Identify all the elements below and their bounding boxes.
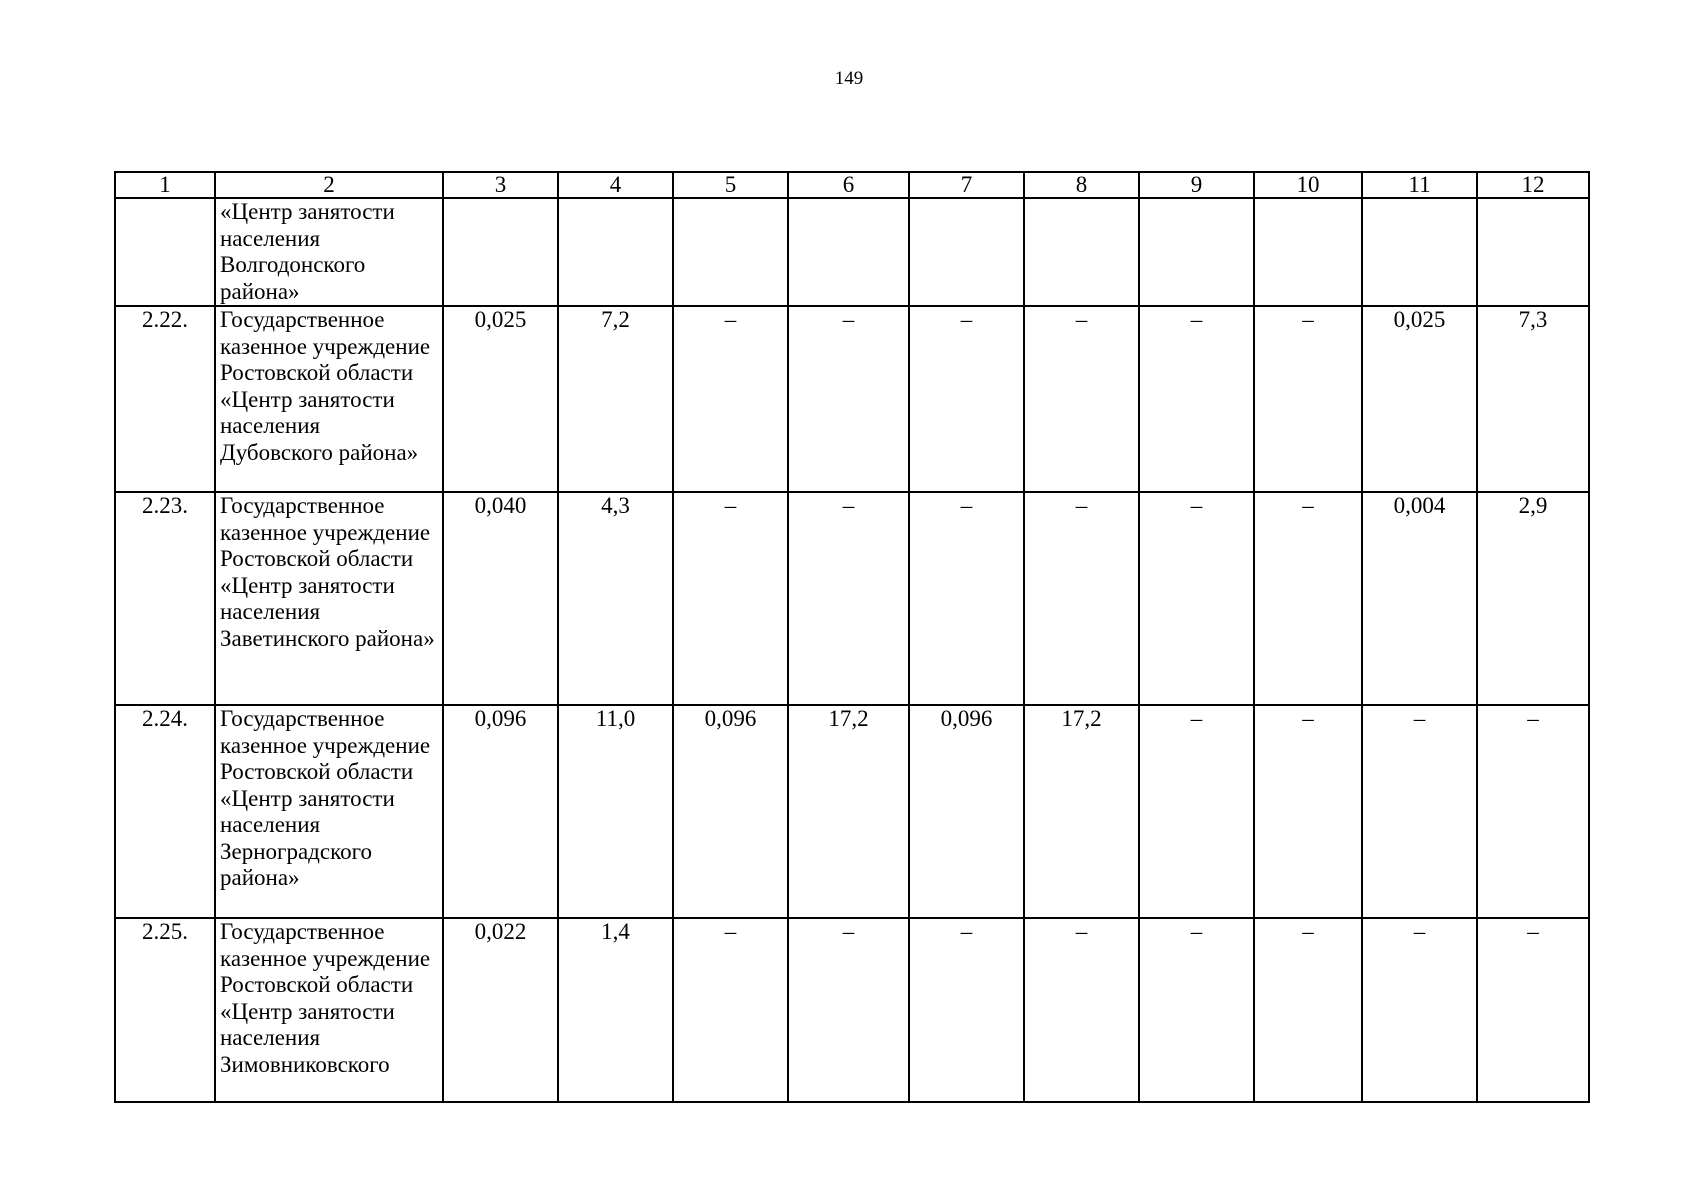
- institution-name: Государственное казенное учреждение Ростовской области «Центр занятости населения Дубовского района»: [215, 306, 443, 492]
- table-cell: [673, 198, 788, 306]
- table-row: [115, 198, 1589, 306]
- table-cell: 0,004: [1362, 492, 1477, 705]
- table-cell: 0,096: [443, 705, 558, 918]
- table-cell: –: [673, 492, 788, 705]
- row-number: 2.25.: [115, 918, 215, 1102]
- table-cell: [1477, 198, 1589, 306]
- table-cell: –: [673, 918, 788, 1102]
- institution-name: Государственное казенное учреждение Ростовской области «Центр занятости населения Зерноградского района»: [215, 705, 443, 918]
- table-cell: –: [1254, 306, 1362, 492]
- table-cell: 0,025: [1362, 306, 1477, 492]
- table-cell: –: [1477, 705, 1589, 918]
- column-header: 8: [1024, 172, 1139, 198]
- column-header: 10: [1254, 172, 1362, 198]
- column-header: 2: [215, 172, 443, 198]
- table-row: [115, 492, 1589, 705]
- table-cell: [909, 198, 1024, 306]
- column-header: 5: [673, 172, 788, 198]
- table-cell: 2,9: [1477, 492, 1589, 705]
- table-header-row: [115, 172, 1589, 198]
- table-cell: –: [1139, 492, 1254, 705]
- table-cell: [788, 198, 909, 306]
- table-cell: [443, 198, 558, 306]
- table-cell: 0,096: [909, 705, 1024, 918]
- table-cell: [558, 198, 673, 306]
- table-cell: 0,096: [673, 705, 788, 918]
- row-number: 2.23.: [115, 492, 215, 705]
- table-cell: –: [1024, 492, 1139, 705]
- institution-name: Государственное казенное учреждение Ростовской области «Центр занятости населения Зимовниковского: [215, 918, 443, 1102]
- table-cell: –: [1024, 918, 1139, 1102]
- table-cell: 17,2: [1024, 705, 1139, 918]
- table-cell: [1362, 198, 1477, 306]
- table-cell: –: [909, 918, 1024, 1102]
- table-cell: –: [788, 918, 909, 1102]
- table-cell: –: [1362, 705, 1477, 918]
- table-cell: –: [909, 492, 1024, 705]
- table-cell: –: [1477, 918, 1589, 1102]
- column-header: 9: [1139, 172, 1254, 198]
- table-cell: –: [1139, 918, 1254, 1102]
- table-cell: [1254, 198, 1362, 306]
- table-row: [115, 306, 1589, 492]
- row-number: 2.24.: [115, 705, 215, 918]
- table-cell: –: [909, 306, 1024, 492]
- column-header: 11: [1362, 172, 1477, 198]
- institution-name: Государственное казенное учреждение Ростовской области «Центр занятости населения Заветинского района»: [215, 492, 443, 705]
- table-cell: –: [1024, 306, 1139, 492]
- column-header: 6: [788, 172, 909, 198]
- row-number: 2.22.: [115, 306, 215, 492]
- table-cell: 0,025: [443, 306, 558, 492]
- data-table: [114, 171, 1590, 1103]
- table-cell: –: [1139, 705, 1254, 918]
- institution-name: «Центр занятости населения Волгодонского района»: [215, 198, 443, 306]
- table-row: [115, 705, 1589, 918]
- table-row: [115, 918, 1589, 1102]
- table-cell: 0,040: [443, 492, 558, 705]
- table-cell: –: [788, 306, 909, 492]
- table-cell: 0,022: [443, 918, 558, 1102]
- table-cell: 4,3: [558, 492, 673, 705]
- table-cell: –: [673, 306, 788, 492]
- table-cell: 11,0: [558, 705, 673, 918]
- table-cell: –: [788, 492, 909, 705]
- table-cell: [1024, 198, 1139, 306]
- table-cell: –: [1254, 705, 1362, 918]
- column-header: 7: [909, 172, 1024, 198]
- table-cell: 1,4: [558, 918, 673, 1102]
- column-header: 1: [115, 172, 215, 198]
- table-cell: –: [1254, 918, 1362, 1102]
- row-number: [115, 198, 215, 306]
- column-header: 12: [1477, 172, 1589, 198]
- table-cell: –: [1139, 306, 1254, 492]
- table-cell: 7,2: [558, 306, 673, 492]
- column-header: 4: [558, 172, 673, 198]
- column-header: 3: [443, 172, 558, 198]
- table-cell: –: [1362, 918, 1477, 1102]
- table-cell: 17,2: [788, 705, 909, 918]
- table-cell: 7,3: [1477, 306, 1589, 492]
- page-number: 149: [834, 68, 864, 89]
- table-cell: [1139, 198, 1254, 306]
- table-cell: –: [1254, 492, 1362, 705]
